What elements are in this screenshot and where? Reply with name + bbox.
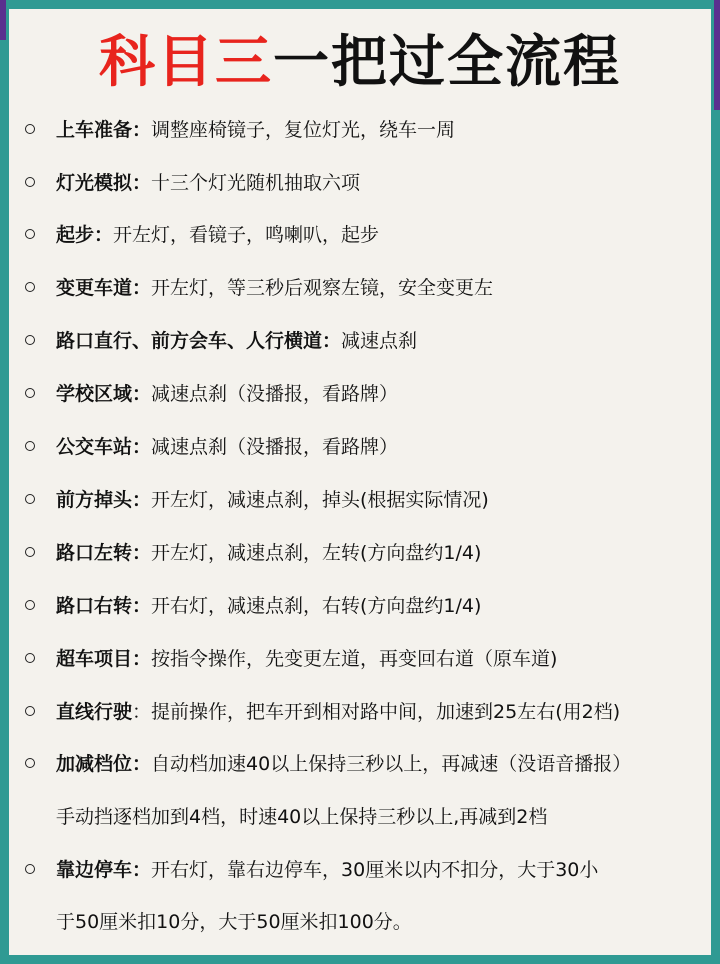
list-item: [9, 639, 711, 679]
list-item: [9, 374, 711, 414]
list-item: [9, 427, 711, 467]
item-label: 路口直行、前方会车、人行横道：: [56, 330, 342, 352]
item-label: 灯光模拟：: [56, 172, 152, 194]
item-continuation: 于50厘米扣10分，大于50厘米扣100分。: [56, 911, 412, 933]
page-title: [9, 23, 711, 103]
item-label: 前方掉头：: [56, 489, 152, 511]
list-item: [9, 850, 711, 890]
item-desc: ：提前操作，把车开到相对路中间，加速到25左右(用2档): [132, 701, 621, 723]
bullet-icon: [25, 864, 35, 874]
list-item: [9, 215, 711, 255]
item-label: 路口右转：: [56, 595, 152, 617]
decoration-right-top: [714, 0, 720, 110]
item-desc: 开右灯，减速点刹，右转(方向盘约1/4): [151, 595, 482, 617]
item-desc: 减速点刹（没播报，看路牌）: [151, 436, 399, 458]
item-desc: 开左灯，等三秒后观察左镜，安全变更左: [151, 277, 494, 299]
top-border: [0, 0, 720, 9]
bullet-icon: [25, 441, 35, 451]
title-main: 一把过全流程: [273, 30, 621, 95]
list-item: [9, 533, 711, 573]
document-page: [9, 9, 711, 955]
item-label: 加减档位：: [56, 753, 152, 775]
item-label: 上车准备：: [56, 119, 152, 141]
item-label: 路口左转：: [56, 542, 152, 564]
item-label: 起步：: [56, 224, 114, 246]
list-item: [9, 480, 711, 520]
item-desc: 开右灯，靠右边停车，30厘米以内不扣分，大于30小: [151, 859, 599, 881]
list-item: [9, 744, 711, 784]
list-item: [9, 321, 711, 361]
item-desc: 减速点刹: [341, 330, 418, 352]
bullet-icon: [25, 388, 35, 398]
item-label: 公交车站：: [56, 436, 152, 458]
item-label: 直线行驶: [56, 701, 133, 723]
item-desc: 开左灯，看镜子，鸣喇叭，起步: [113, 224, 380, 246]
bullet-icon: [25, 124, 35, 134]
bullet-icon: [25, 706, 35, 716]
bullet-icon: [25, 494, 35, 504]
item-continuation: 手动挡逐档加到4档，时速40以上保持三秒以上,再减到2档: [56, 806, 548, 828]
list-item: [9, 110, 711, 150]
item-desc: 十三个灯光随机抽取六项: [151, 172, 361, 194]
bullet-icon: [25, 282, 35, 292]
title-highlight: 科目三: [99, 30, 273, 95]
list-item: [9, 268, 711, 308]
item-desc: 开左灯，减速点刹，掉头(根据实际情况): [151, 489, 489, 511]
item-desc: 按指令操作，先变更左道，再变回右道（原车道): [151, 648, 558, 670]
item-desc: 调整座椅镜子，复位灯光，绕车一周: [151, 119, 456, 141]
bullet-icon: [25, 177, 35, 187]
bullet-icon: [25, 653, 35, 663]
list-item: [9, 692, 711, 732]
item-label: 靠边停车：: [56, 859, 152, 881]
item-label: 变更车道：: [56, 277, 152, 299]
item-label: 学校区域：: [56, 383, 152, 405]
list-item: [9, 163, 711, 203]
decoration-left-top: [0, 0, 6, 40]
bullet-icon: [25, 335, 35, 345]
item-label: 超车项目：: [56, 648, 152, 670]
list-item: [9, 586, 711, 626]
bullet-icon: [25, 547, 35, 557]
item-desc: 开左灯，减速点刹，左转(方向盘约1/4): [151, 542, 482, 564]
item-desc: 自动档加速40以上保持三秒以上，再减速（没语音播报）: [151, 753, 632, 775]
bullet-icon: [25, 229, 35, 239]
bullet-icon: [25, 758, 35, 768]
bullet-icon: [25, 600, 35, 610]
item-desc: 减速点刹（没播报，看路牌）: [151, 383, 399, 405]
